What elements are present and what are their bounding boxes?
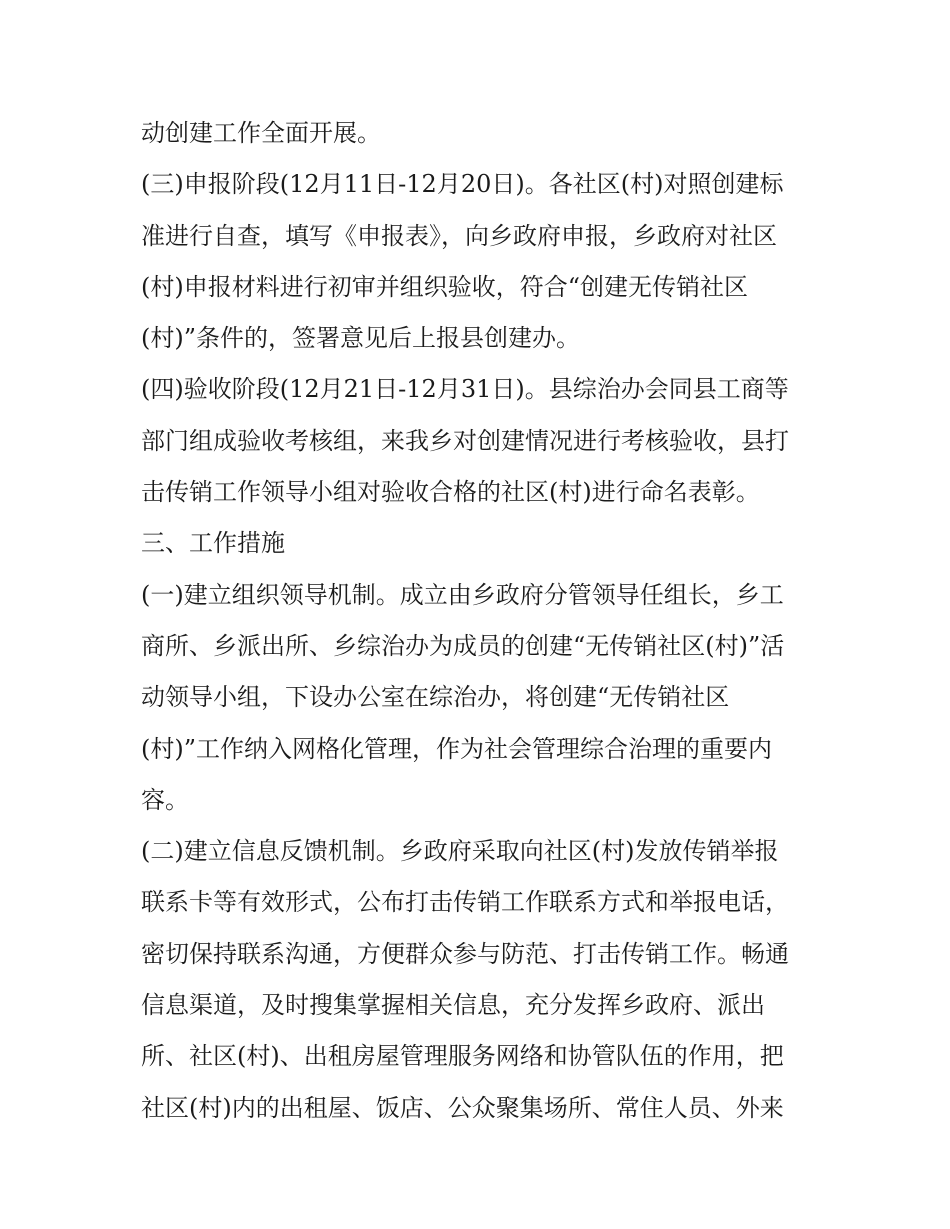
text-line: 社区(村)内的出租屋、饭店、公众聚集场所、常住人员、外来 [141,1093,784,1122]
text-line: 所、社区(村)、出租房屋管理服务网络和协管队伍的作用，把 [141,1042,784,1071]
text-line: (四)验收阶段(12月21日-12月31日)。县综治办会同县工商等 [141,375,789,404]
text-line: 部门组成验收考核组，来我乡对创建情况进行考核验收，县打 [141,426,789,455]
text-line: 准进行自查，填写《申报表》，向乡政府申报，乡政府对社区 [141,221,777,250]
text-line: 击传销工作领导小组对验收合格的社区(村)进行命名表彰。 [141,478,760,507]
text-line: 商所、乡派出所、乡综治办为成员的创建“无传销社区(村)”活 [141,631,785,660]
text-line: (三)申报阶段(12月11日-12月20日)。各社区(村)对照创建标 [141,170,784,199]
text-line: 信息渠道，及时搜集掌握相关信息，充分发挥乡政府、派出 [141,991,765,1020]
text-line: 联系卡等有效形式，公布打击传销工作联系方式和举报电话， [141,888,789,917]
text-line: 动领导小组，下设办公室在综治办，将创建“无传销社区 [141,683,730,712]
text-line: 动创建工作全面开展。 [141,119,381,147]
text-line: (二)建立信息反馈机制。乡政府采取向社区(村)发放传销举报 [141,837,779,866]
text-line: (村)申报材料进行初审并组织验收，符合“创建无传销社区 [141,272,748,301]
section-heading: 三、工作措施 [141,529,285,558]
text-line: (村)”条件的，签署意见后上报县创建办。 [141,324,580,353]
text-line: (一)建立组织领导机制。成立由乡政府分管领导任组长，乡工 [141,580,784,609]
text-line: 密切保持联系沟通，方便群众参与防范、打击传销工作。畅通 [141,939,789,968]
text-line: 容。 [141,785,189,814]
text-line: (村)”工作纳入网格化管理，作为社会管理综合治理的重要内 [141,734,772,763]
document-body [141,108,831,1134]
